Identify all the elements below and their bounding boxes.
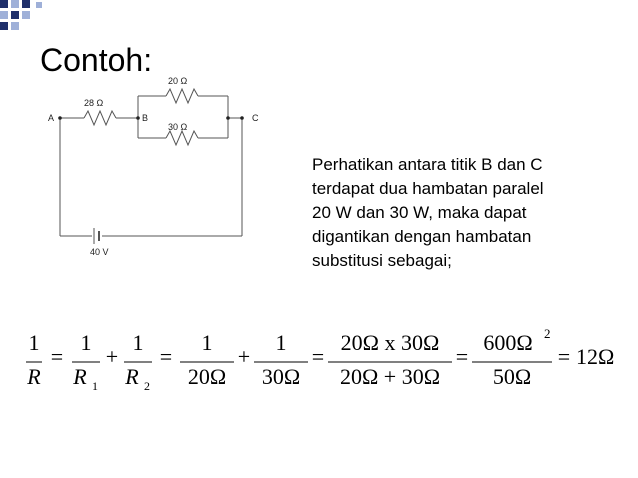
result-value: 12Ω xyxy=(576,344,615,369)
circuit-diagram xyxy=(38,74,278,264)
equals-sign: = xyxy=(455,344,469,369)
resistance-formula xyxy=(20,322,630,402)
frac-6-num: 20Ω x 30Ω xyxy=(340,330,440,355)
paragraph-line: digantikan dengan hambatan xyxy=(312,227,532,246)
node-a-label: A xyxy=(48,113,55,123)
frac-1-num: 1 xyxy=(28,330,40,355)
equals-sign: = xyxy=(557,344,571,369)
r-series-label: 28 Ω xyxy=(84,98,104,108)
frac-5-num: 1 xyxy=(275,330,287,355)
frac-3-sub: 2 xyxy=(144,379,150,393)
frac-7-num: 600Ω xyxy=(483,330,533,355)
frac-2-sub: 1 xyxy=(92,379,98,393)
r-parallel-top-label: 20 Ω xyxy=(168,76,188,86)
slide-title: Contoh: xyxy=(40,42,153,78)
frac-4-num: 1 xyxy=(201,330,213,355)
plus-sign: + xyxy=(237,344,251,369)
frac-6-den: 20Ω + 30Ω xyxy=(339,364,441,389)
plus-sign: + xyxy=(105,344,119,369)
node-c-left-dot xyxy=(226,116,230,120)
paragraph-line: Perhatikan antara titik B dan C xyxy=(312,155,543,174)
paragraph-line: terdapat dua hambatan paralel xyxy=(312,179,544,198)
node-c-dot xyxy=(240,116,244,120)
node-b-label: B xyxy=(142,113,149,123)
frac-7-sup: 2 xyxy=(544,326,551,341)
frac-7-den: 50Ω xyxy=(492,364,532,389)
frac-2-num: 1 xyxy=(80,330,92,355)
frac-4-den: 20Ω xyxy=(187,364,227,389)
equals-sign: = xyxy=(311,344,325,369)
equals-sign: = xyxy=(50,344,64,369)
frac-2-den: R xyxy=(73,364,87,389)
equals-sign: = xyxy=(159,344,173,369)
explanation-paragraph xyxy=(312,153,622,273)
node-b-dot xyxy=(136,116,140,120)
corner-decoration xyxy=(0,0,60,40)
frac-1-den: R xyxy=(27,364,41,389)
battery-label: 40 V xyxy=(90,247,109,257)
node-a-dot xyxy=(58,116,62,120)
frac-5-den: 30Ω xyxy=(261,364,301,389)
paragraph-line: 20 W dan 30 W, maka dapat xyxy=(312,203,527,222)
node-c-label: C xyxy=(252,113,259,123)
r-parallel-bottom-label: 30 Ω xyxy=(168,122,188,132)
paragraph-line: substitusi sebagai; xyxy=(312,251,452,270)
frac-3-den: R xyxy=(125,364,139,389)
frac-3-num: 1 xyxy=(132,330,144,355)
